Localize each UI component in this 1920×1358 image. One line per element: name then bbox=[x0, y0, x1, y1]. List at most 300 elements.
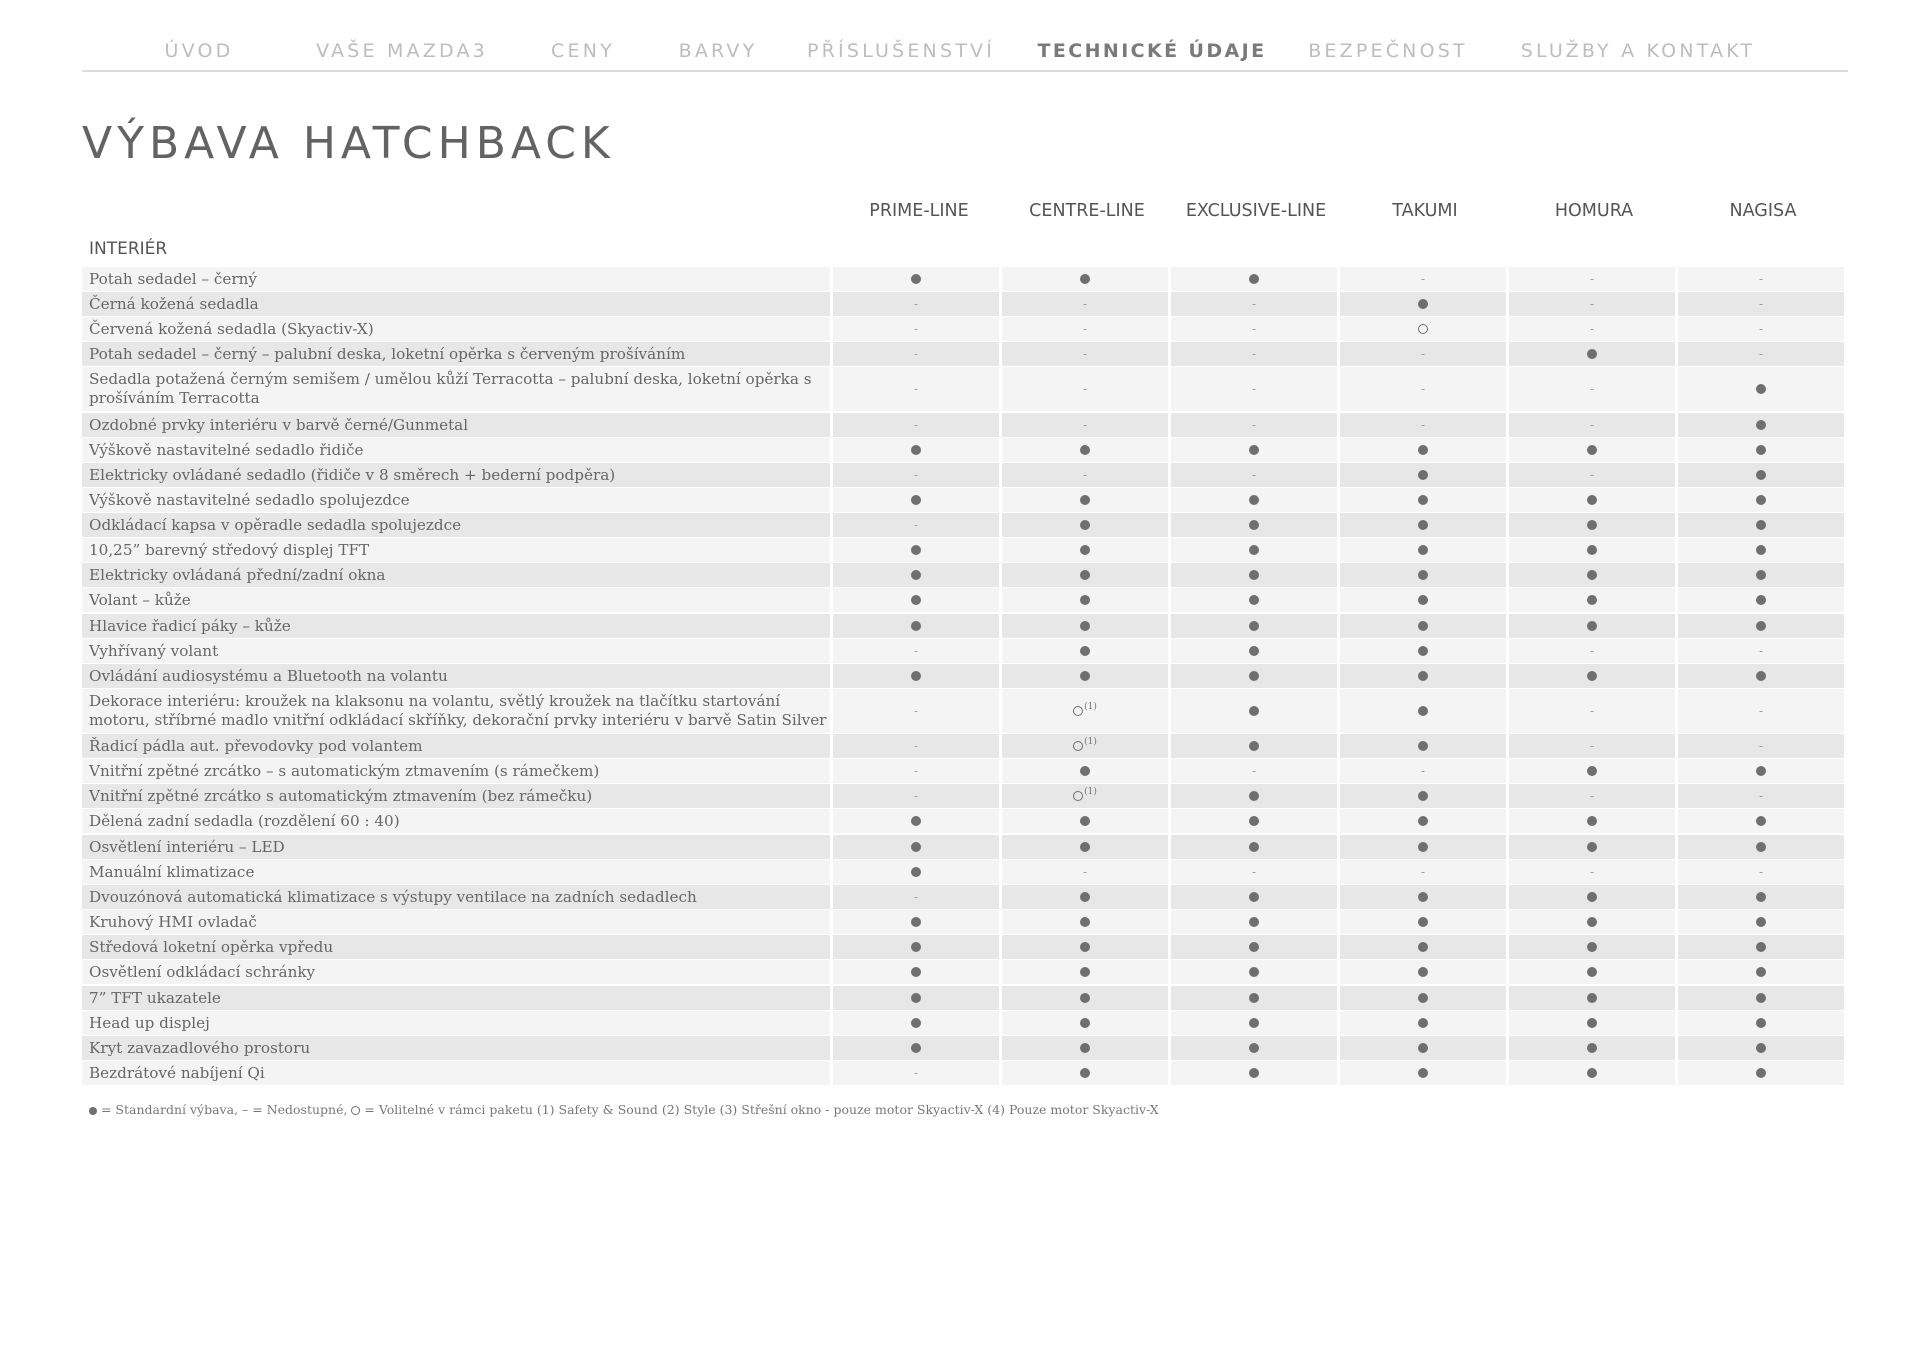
row-label: Ozdobné prvky interiéru v barvě černé/Gunmetal bbox=[82, 413, 830, 437]
not-available-mark: - bbox=[913, 704, 919, 718]
standard-dot-icon bbox=[1080, 520, 1090, 530]
table-cell bbox=[1340, 784, 1506, 808]
standard-dot-icon bbox=[1080, 621, 1090, 631]
not-available-mark: - bbox=[1589, 468, 1595, 482]
standard-dot-icon bbox=[1080, 816, 1090, 826]
table-cell bbox=[1509, 342, 1675, 366]
optional-ring-icon bbox=[1073, 741, 1083, 751]
standard-dot-icon bbox=[1249, 791, 1259, 801]
table-cell bbox=[1171, 885, 1337, 909]
optional-ring-icon bbox=[1073, 706, 1083, 716]
table-cell bbox=[1678, 488, 1844, 512]
table-cell bbox=[833, 488, 999, 512]
row-label: Výškově nastavitelné sedadlo řidiče bbox=[82, 438, 830, 462]
legend-optional-text: = Volitelné v rámci paketu (1) Safety & Sound (2) Style (3) Střešní okno - pouze motor Skyactiv-X (4) Pouze motor Skyactiv-X bbox=[360, 1102, 1159, 1117]
table-cell bbox=[1171, 860, 1337, 884]
standard-dot-icon bbox=[911, 967, 921, 977]
table-cell bbox=[1002, 835, 1168, 859]
optional-ring-icon bbox=[1073, 791, 1083, 801]
standard-dot-icon bbox=[1756, 384, 1766, 394]
column-header: PRIME-LINE bbox=[869, 201, 969, 221]
not-available-mark: - bbox=[1251, 468, 1257, 482]
table-cell bbox=[1509, 1061, 1675, 1085]
table-row bbox=[82, 759, 1848, 783]
table-cell bbox=[1340, 413, 1506, 437]
row-label: Dělená zadní sedadla (rozdělení 60 : 40) bbox=[82, 809, 830, 833]
table-cell bbox=[1678, 513, 1844, 537]
column-header: TAKUMI bbox=[1392, 201, 1458, 221]
standard-dot-icon bbox=[1080, 274, 1090, 284]
row-label: Středová loketní opěrka vpředu bbox=[82, 935, 830, 959]
row-label: Dekorace interiéru: kroužek na klaksonu na volantu, světlý kroužek na tlačítku startování motoru, stříbrné madlo vnitřní odkládací skříňky, dekorační prvky interiéru v barvě Satin Silver bbox=[82, 689, 830, 733]
table-cell bbox=[1340, 734, 1506, 758]
standard-dot-icon bbox=[1080, 1018, 1090, 1028]
standard-dot-icon bbox=[1418, 299, 1428, 309]
row-label: Elektricky ovládané sedadlo (řidiče v 8 směrech + bederní podpěra) bbox=[82, 463, 830, 487]
optional-ring-icon bbox=[1418, 324, 1428, 334]
standard-dot-icon bbox=[1080, 917, 1090, 927]
table-cell bbox=[1340, 292, 1506, 316]
table-cell bbox=[1171, 513, 1337, 537]
standard-dot-icon bbox=[1756, 420, 1766, 430]
standard-dot-icon bbox=[1418, 892, 1428, 902]
table-cell bbox=[833, 784, 999, 808]
table-cell bbox=[1002, 614, 1168, 638]
table-cell bbox=[1340, 1036, 1506, 1060]
row-label: Hlavice řadicí páky – kůže bbox=[82, 614, 830, 638]
not-available-mark: - bbox=[913, 789, 919, 803]
table-cell bbox=[1678, 317, 1844, 341]
standard-dot-icon bbox=[911, 993, 921, 1003]
table-cell bbox=[1171, 784, 1337, 808]
standard-dot-icon bbox=[911, 816, 921, 826]
not-available-mark: - bbox=[1589, 297, 1595, 311]
table-cell bbox=[833, 413, 999, 437]
standard-dot-icon bbox=[1080, 1068, 1090, 1078]
table-cell bbox=[1171, 835, 1337, 859]
table-cell bbox=[1340, 367, 1506, 411]
standard-dot-icon bbox=[1080, 942, 1090, 952]
table-cell bbox=[1171, 1036, 1337, 1060]
footnote-marker: (1) bbox=[1084, 787, 1097, 797]
table-cell bbox=[1002, 885, 1168, 909]
standard-dot-icon bbox=[1756, 520, 1766, 530]
row-label: Bezdrátové nabíjení Qi bbox=[82, 1061, 830, 1085]
standard-dot-icon bbox=[911, 1018, 921, 1028]
standard-dot-icon bbox=[1249, 706, 1259, 716]
nav-item-2[interactable]: VAŠE MAZDA3 bbox=[316, 40, 488, 62]
table-row bbox=[82, 885, 1848, 909]
table-cell bbox=[833, 664, 999, 688]
table-row bbox=[82, 986, 1848, 1010]
table-row bbox=[82, 413, 1848, 437]
table-cell bbox=[1678, 910, 1844, 934]
standard-dot-icon bbox=[1249, 1043, 1259, 1053]
table-cell bbox=[833, 1061, 999, 1085]
standard-dot-icon bbox=[911, 621, 921, 631]
table-cell bbox=[1340, 759, 1506, 783]
nav-item-1[interactable]: ÚVOD bbox=[164, 40, 234, 62]
not-available-mark: - bbox=[1082, 865, 1088, 879]
table-cell bbox=[833, 367, 999, 411]
table-cell bbox=[1002, 588, 1168, 612]
standard-dot-icon bbox=[1756, 766, 1766, 776]
nav-item-8[interactable]: SLUŽBY A KONTAKT bbox=[1520, 40, 1756, 62]
table-cell bbox=[1678, 588, 1844, 612]
table-cell bbox=[1509, 463, 1675, 487]
table-cell bbox=[1509, 759, 1675, 783]
standard-dot-icon bbox=[1080, 671, 1090, 681]
not-available-mark: - bbox=[913, 322, 919, 336]
standard-dot-icon bbox=[1249, 274, 1259, 284]
table-cell bbox=[1678, 1011, 1844, 1035]
table-cell bbox=[1171, 1061, 1337, 1085]
table-cell bbox=[1678, 538, 1844, 562]
row-label: Volant – kůže bbox=[82, 588, 830, 612]
standard-dot-icon bbox=[1756, 470, 1766, 480]
table-cell bbox=[1340, 317, 1506, 341]
table-cell bbox=[1509, 438, 1675, 462]
table-cell bbox=[1509, 413, 1675, 437]
standard-dot-icon bbox=[1080, 892, 1090, 902]
table-cell bbox=[1340, 1011, 1506, 1035]
table-cell bbox=[1002, 538, 1168, 562]
not-available-mark: - bbox=[1758, 272, 1764, 286]
not-available-mark: - bbox=[1589, 382, 1595, 396]
table-cell bbox=[1509, 563, 1675, 587]
row-label: Sedadla potažená černým semišem / umělou kůží Terracotta – palubní deska, loketní opěrka s prošíváním Terracotta bbox=[82, 367, 830, 411]
table-cell bbox=[1509, 317, 1675, 341]
standard-dot-icon bbox=[1587, 1018, 1597, 1028]
table-cell bbox=[1002, 960, 1168, 984]
table-row bbox=[82, 588, 1848, 612]
row-label: Vnitřní zpětné zrcátko s automatickým ztmavením (bez rámečku) bbox=[82, 784, 830, 808]
table-cell bbox=[1678, 639, 1844, 663]
table-cell bbox=[1002, 1011, 1168, 1035]
table-cell bbox=[1340, 885, 1506, 909]
table-row bbox=[82, 463, 1848, 487]
not-available-mark: - bbox=[1589, 418, 1595, 432]
table-cell bbox=[1002, 910, 1168, 934]
table-cell bbox=[1678, 835, 1844, 859]
table-cell bbox=[833, 639, 999, 663]
footnote-marker: (1) bbox=[1084, 702, 1097, 712]
not-available-mark: - bbox=[1589, 322, 1595, 336]
standard-dot-icon bbox=[1587, 621, 1597, 631]
table-cell bbox=[833, 860, 999, 884]
table-cell bbox=[1002, 809, 1168, 833]
standard-dot-icon bbox=[1249, 741, 1259, 751]
standard-dot-icon bbox=[1756, 1043, 1766, 1053]
table-cell bbox=[1678, 960, 1844, 984]
table-cell bbox=[1171, 664, 1337, 688]
table-cell bbox=[1171, 960, 1337, 984]
table-cell bbox=[1171, 317, 1337, 341]
not-available-mark: - bbox=[1758, 789, 1764, 803]
standard-dot-icon bbox=[1249, 967, 1259, 977]
table-cell bbox=[1678, 1061, 1844, 1085]
row-label: Head up displej bbox=[82, 1011, 830, 1035]
table-cell bbox=[1678, 885, 1844, 909]
standard-dot-icon bbox=[1756, 445, 1766, 455]
table-cell bbox=[1002, 317, 1168, 341]
table-cell bbox=[1340, 860, 1506, 884]
table-cell bbox=[1002, 292, 1168, 316]
page-title: VÝBAVA HATCHBACK bbox=[82, 118, 615, 169]
not-available-mark: - bbox=[1420, 272, 1426, 286]
table-cell bbox=[1509, 910, 1675, 934]
standard-dot-icon bbox=[1080, 495, 1090, 505]
standard-dot-icon bbox=[1418, 671, 1428, 681]
not-available-mark: - bbox=[913, 644, 919, 658]
table-row bbox=[82, 292, 1848, 316]
table-row bbox=[82, 267, 1848, 291]
table-cell bbox=[1678, 734, 1844, 758]
row-label: Výškově nastavitelné sedadlo spolujezdce bbox=[82, 488, 830, 512]
not-available-mark: - bbox=[913, 518, 919, 532]
standard-dot-icon bbox=[1587, 671, 1597, 681]
table-cell bbox=[1002, 986, 1168, 1010]
standard-dot-icon bbox=[1249, 495, 1259, 505]
row-label: Černá kožená sedadla bbox=[82, 292, 830, 316]
table-cell bbox=[833, 935, 999, 959]
table-cell bbox=[833, 342, 999, 366]
standard-dot-icon bbox=[1756, 570, 1766, 580]
table-cell bbox=[1171, 986, 1337, 1010]
table-cell bbox=[1002, 935, 1168, 959]
standard-dot-icon bbox=[911, 671, 921, 681]
table-cell bbox=[1171, 413, 1337, 437]
table-row bbox=[82, 935, 1848, 959]
standard-dot-icon bbox=[1756, 1018, 1766, 1028]
standard-dot-icon bbox=[1418, 470, 1428, 480]
table-cell bbox=[1171, 342, 1337, 366]
standard-dot-icon bbox=[1587, 967, 1597, 977]
not-available-mark: - bbox=[1082, 418, 1088, 432]
not-available-mark: - bbox=[1251, 297, 1257, 311]
table-cell bbox=[1678, 342, 1844, 366]
table-cell bbox=[1509, 639, 1675, 663]
standard-dot-icon bbox=[1080, 570, 1090, 580]
standard-dot-icon bbox=[1080, 445, 1090, 455]
standard-dot-icon bbox=[1249, 993, 1259, 1003]
table-cell bbox=[1678, 413, 1844, 437]
nav-item-5[interactable]: PŘÍSLUŠENSTVÍ bbox=[806, 40, 996, 62]
standard-dot-icon bbox=[911, 545, 921, 555]
standard-dot-icon bbox=[1080, 595, 1090, 605]
table-cell bbox=[833, 267, 999, 291]
table-row bbox=[82, 910, 1848, 934]
not-available-mark: - bbox=[1589, 704, 1595, 718]
table-cell bbox=[1340, 538, 1506, 562]
not-available-mark: - bbox=[1589, 789, 1595, 803]
table-cell bbox=[833, 734, 999, 758]
standard-dot-icon bbox=[1249, 646, 1259, 656]
column-header: HOMURA bbox=[1554, 201, 1634, 221]
standard-dot-icon bbox=[1418, 646, 1428, 656]
table-cell bbox=[1171, 488, 1337, 512]
not-available-mark: - bbox=[1082, 347, 1088, 361]
standard-dot-icon bbox=[1756, 1068, 1766, 1078]
standard-dot-icon bbox=[1418, 545, 1428, 555]
row-label: Potah sedadel – černý bbox=[82, 267, 830, 291]
table-cell bbox=[1002, 639, 1168, 663]
table-cell bbox=[1002, 563, 1168, 587]
table-cell bbox=[1678, 860, 1844, 884]
table-row bbox=[82, 538, 1848, 562]
table-cell bbox=[1171, 639, 1337, 663]
standard-dot-icon bbox=[1756, 942, 1766, 952]
standard-dot-icon bbox=[1756, 545, 1766, 555]
standard-dot-icon bbox=[911, 917, 921, 927]
standard-dot-icon bbox=[1418, 445, 1428, 455]
not-available-mark: - bbox=[913, 739, 919, 753]
nav-item-7[interactable]: BEZPEČNOST bbox=[1308, 40, 1468, 62]
row-label: 10,25” barevný středový displej TFT bbox=[82, 538, 830, 562]
table-cell bbox=[1171, 689, 1337, 733]
standard-dot-icon bbox=[911, 495, 921, 505]
table-cell bbox=[1340, 342, 1506, 366]
standard-dot-icon bbox=[1249, 942, 1259, 952]
standard-dot-icon bbox=[1418, 816, 1428, 826]
table-cell bbox=[1509, 986, 1675, 1010]
not-available-mark: - bbox=[913, 764, 919, 778]
table-cell bbox=[1002, 463, 1168, 487]
nav-item-3[interactable]: CENY bbox=[551, 40, 615, 62]
not-available-mark: - bbox=[1589, 865, 1595, 879]
table-cell bbox=[1509, 367, 1675, 411]
table-row bbox=[82, 342, 1848, 366]
table-cell bbox=[1509, 809, 1675, 833]
row-label: Dvouzónová automatická klimatizace s výstupy ventilace na zadních sedadlech bbox=[82, 885, 830, 909]
not-available-mark: - bbox=[1589, 644, 1595, 658]
standard-dot-icon bbox=[1587, 1043, 1597, 1053]
table-cell bbox=[1678, 367, 1844, 411]
table-cell bbox=[1002, 513, 1168, 537]
nav-item-6[interactable]: TECHNICKÉ ÚDAJE bbox=[1037, 40, 1267, 62]
table-cell bbox=[1171, 438, 1337, 462]
table-cell bbox=[833, 1011, 999, 1035]
not-available-mark: - bbox=[1758, 347, 1764, 361]
row-label: Řadicí pádla aut. převodovky pod volantem bbox=[82, 734, 830, 758]
not-available-mark: - bbox=[1420, 347, 1426, 361]
not-available-mark: - bbox=[1251, 418, 1257, 432]
table-cell bbox=[1509, 935, 1675, 959]
table-cell bbox=[1509, 689, 1675, 733]
standard-dot-icon bbox=[1249, 595, 1259, 605]
standard-dot-icon bbox=[1418, 791, 1428, 801]
standard-dot-icon bbox=[911, 942, 921, 952]
table-cell bbox=[1509, 860, 1675, 884]
standard-dot-icon bbox=[1080, 842, 1090, 852]
row-label: Manuální klimatizace bbox=[82, 860, 830, 884]
standard-dot-icon bbox=[1080, 646, 1090, 656]
table-row bbox=[82, 563, 1848, 587]
standard-dot-icon bbox=[1249, 917, 1259, 927]
standard-dot-icon bbox=[1249, 892, 1259, 902]
table-cell bbox=[833, 809, 999, 833]
row-label: Osvětlení interiéru – LED bbox=[82, 835, 830, 859]
row-label: Odkládací kapsa v opěradle sedadla spolujezdce bbox=[82, 513, 830, 537]
table-cell bbox=[1171, 1011, 1337, 1035]
not-available-mark: - bbox=[1082, 382, 1088, 396]
standard-dot-icon bbox=[1249, 816, 1259, 826]
standard-dot-icon bbox=[1587, 766, 1597, 776]
not-available-mark: - bbox=[1251, 764, 1257, 778]
standard-dot-icon bbox=[1587, 520, 1597, 530]
standard-dot-icon bbox=[1587, 545, 1597, 555]
table-cell bbox=[1509, 664, 1675, 688]
not-available-mark: - bbox=[1251, 382, 1257, 396]
table-cell bbox=[1678, 986, 1844, 1010]
table-cell bbox=[1171, 267, 1337, 291]
standard-dot-icon bbox=[911, 595, 921, 605]
table-cell bbox=[1340, 463, 1506, 487]
standard-dot-icon bbox=[1249, 520, 1259, 530]
standard-dot-icon bbox=[1587, 349, 1597, 359]
table-cell bbox=[1002, 342, 1168, 366]
standard-dot-icon bbox=[911, 570, 921, 580]
table-cell bbox=[1002, 689, 1168, 733]
standard-dot-icon bbox=[1756, 917, 1766, 927]
standard-dot-icon bbox=[911, 274, 921, 284]
table-cell bbox=[1340, 488, 1506, 512]
table-row bbox=[82, 860, 1848, 884]
table-cell bbox=[833, 317, 999, 341]
standard-dot-icon bbox=[1756, 621, 1766, 631]
standard-dot-icon bbox=[1249, 671, 1259, 681]
table-cell bbox=[1509, 885, 1675, 909]
not-available-mark: - bbox=[1589, 272, 1595, 286]
nav-item-4[interactable]: BARVY bbox=[678, 40, 758, 62]
table-cell bbox=[1171, 463, 1337, 487]
legend-standard-text: = Standardní výbava, – = Nedostupné, bbox=[97, 1102, 352, 1117]
table-row bbox=[82, 438, 1848, 462]
not-available-mark: - bbox=[1251, 347, 1257, 361]
column-header: CENTRE-LINE bbox=[1029, 201, 1145, 221]
table-cell bbox=[1678, 463, 1844, 487]
table-cell bbox=[1509, 1036, 1675, 1060]
standard-dot-icon bbox=[1418, 495, 1428, 505]
standard-dot-icon bbox=[1418, 1043, 1428, 1053]
table-cell bbox=[1678, 563, 1844, 587]
table-cell bbox=[1340, 689, 1506, 733]
standard-dot-icon bbox=[1756, 892, 1766, 902]
standard-dot-icon bbox=[1080, 545, 1090, 555]
table-cell bbox=[1171, 292, 1337, 316]
standard-dot-icon bbox=[1756, 816, 1766, 826]
not-available-mark: - bbox=[913, 468, 919, 482]
table-cell bbox=[1678, 689, 1844, 733]
table-cell bbox=[1171, 588, 1337, 612]
table-row bbox=[82, 960, 1848, 984]
table-row bbox=[82, 664, 1848, 688]
table-cell bbox=[833, 986, 999, 1010]
table-cell bbox=[1509, 513, 1675, 537]
not-available-mark: - bbox=[1251, 322, 1257, 336]
table-cell bbox=[1509, 784, 1675, 808]
table-cell bbox=[833, 759, 999, 783]
standard-dot-icon bbox=[1249, 842, 1259, 852]
table-row bbox=[82, 614, 1848, 638]
table-cell bbox=[1340, 809, 1506, 833]
not-available-mark: - bbox=[1758, 644, 1764, 658]
table-row bbox=[82, 639, 1848, 663]
standard-dot-icon bbox=[1418, 706, 1428, 716]
table-row bbox=[82, 317, 1848, 341]
footnote-marker: (1) bbox=[1084, 737, 1097, 747]
standard-dot-icon bbox=[1587, 942, 1597, 952]
